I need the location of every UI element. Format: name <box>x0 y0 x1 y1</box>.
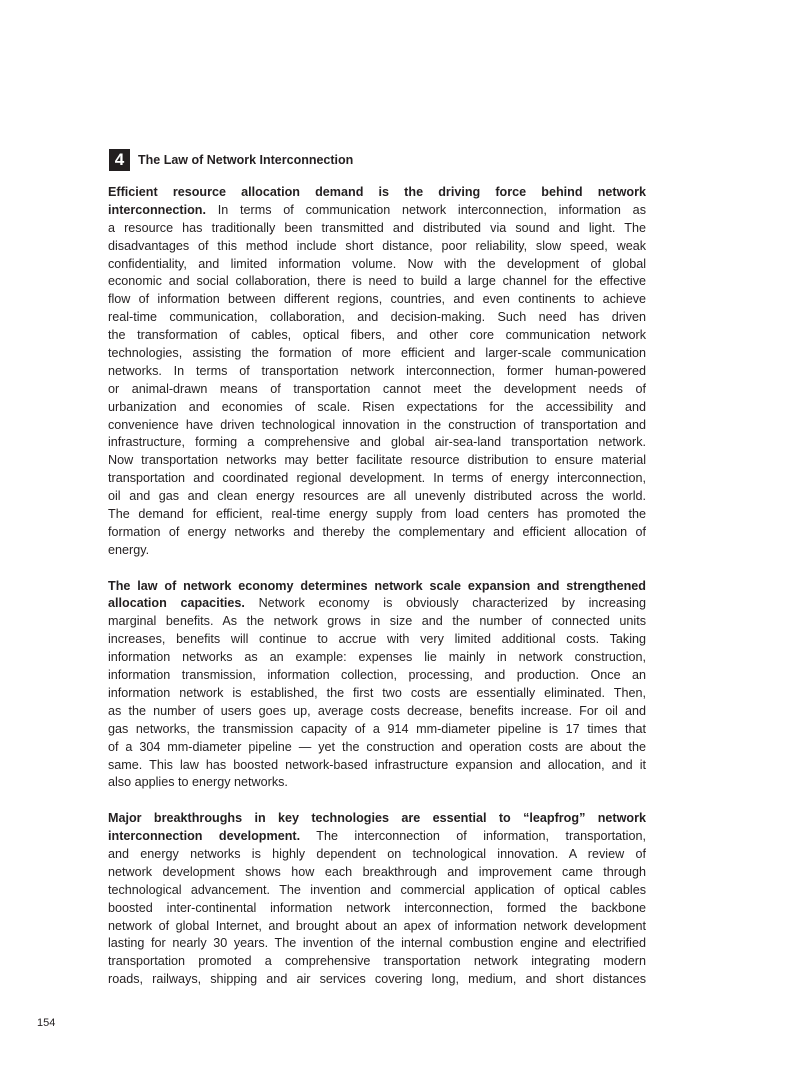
text-line <box>108 524 646 542</box>
body-sentence: In terms of communication network interconnection, information as <box>205 202 646 217</box>
text-line <box>108 381 646 399</box>
body-sentence: marginal benefits. As the network grows in size and the number of connected units <box>108 614 646 629</box>
text-line <box>108 256 646 274</box>
body-sentence: technological advancement. The invention and commercial application of optical cables <box>108 882 646 897</box>
text-line <box>108 774 646 792</box>
text-line <box>108 882 646 900</box>
lead-sentence: allocation capacities. <box>108 596 245 611</box>
lead-sentence: Major breakthroughs in key technologies are essential to “leapfrog” network <box>108 811 646 826</box>
text-line <box>108 399 646 417</box>
paragraph <box>108 184 646 560</box>
body-sentence: as the number of users goes up, average costs decrease, benefits increase. For oil and <box>108 703 646 718</box>
paragraph <box>108 810 646 989</box>
text-line <box>108 828 646 846</box>
body-sentence: same. This law has boosted network-based infrastructure expansion and allocation, and it <box>108 757 646 772</box>
body-sentence: lasting for nearly 30 years. The invention of the internal combustion engine and electrified <box>108 936 646 951</box>
text-line <box>108 810 646 828</box>
text-line <box>108 184 646 202</box>
body-sentence: formation of energy networks and thereby the complementary and efficient allocation of <box>108 524 646 539</box>
text-line <box>108 417 646 435</box>
body-sentence: confidentiality, and limited information volume. Now with the development of global <box>108 256 646 271</box>
text-line <box>108 649 646 667</box>
body-sentence: Now transportation networks may better facilitate resource distribution to ensure material <box>108 453 646 468</box>
paragraph <box>108 578 646 793</box>
text-line <box>108 953 646 971</box>
body-sentence: transportation and coordinated regional development. In terms of energy interconnection, <box>108 471 646 486</box>
section-number-badge: 4 <box>109 149 130 171</box>
body-sentence: oil and gas and clean energy resources are all unevenly distributed across the world. <box>108 489 646 504</box>
body-sentence: network of global Internet, and brought about an apex of information network development <box>108 918 646 933</box>
text-line <box>108 900 646 918</box>
body-sentence: boosted inter-continental information network interconnection, formed the backbone <box>108 900 646 915</box>
body-sentence: The interconnection of information, transportation, <box>300 829 646 844</box>
body-sentence: a resource has traditionally been transmitted and distributed via sound and light. The <box>108 220 646 235</box>
body-sentence: networks. In terms of transportation network interconnection, former human-powered <box>108 363 646 378</box>
body-sentence: information transmission, information collection, processing, and production. Once an <box>108 668 646 683</box>
text-line <box>108 935 646 953</box>
body-sentence: increases, benefits will continue to accrue with very limited additional costs. Taking <box>108 632 646 647</box>
text-line <box>108 291 646 309</box>
text-line <box>108 595 646 613</box>
body-sentence: or animal-drawn means of transportation cannot meet the development needs of <box>108 381 646 396</box>
text-line <box>108 757 646 775</box>
body-sentence: roads, railways, shipping and air services covering long, medium, and short distances <box>108 972 646 987</box>
body-sentence: information networks as an example: expenses lie mainly in network construction, <box>108 650 646 665</box>
body-sentence: infrastructure, forming a comprehensive and global air-sea-land transportation network. <box>108 435 646 450</box>
text-line <box>108 488 646 506</box>
body-sentence: information network is established, the first two costs are essentially eliminated. Then, <box>108 685 646 700</box>
text-line <box>108 685 646 703</box>
body-sentence: transportation promoted a comprehensive transportation network integrating modern <box>108 954 646 969</box>
text-line <box>108 703 646 721</box>
body-sentence: gas networks, the transmission capacity of a 914 mm-diameter pipeline is 17 times that <box>108 721 646 736</box>
body-sentence: The demand for efficient, real-time energy supply from load centers has promoted the <box>108 507 646 522</box>
body-sentence: the transformation of cables, optical fibers, and other core communication network <box>108 328 646 343</box>
body-sentence: energy. <box>108 542 150 557</box>
text-line <box>108 739 646 757</box>
body-sentence: economic and social collaboration, there is need to build a large channel for the effective <box>108 274 646 289</box>
text-line <box>108 309 646 327</box>
text-line <box>108 506 646 524</box>
body-sentence: network development shows how each breakthrough and improvement came through <box>108 864 646 879</box>
body-sentence: and energy networks is highly dependent on technological innovation. A review of <box>108 846 646 861</box>
text-line <box>108 273 646 291</box>
text-line <box>108 667 646 685</box>
section-title: The Law of Network Interconnection <box>138 153 354 167</box>
text-line <box>108 470 646 488</box>
text-line <box>108 918 646 936</box>
body-sentence: technologies, assisting the formation of more efficient and larger-scale communication <box>108 346 646 361</box>
body-sentence: flow of information between different regions, countries, and even continents to achieve <box>108 292 646 307</box>
text-line <box>108 542 646 560</box>
page-number: 154 <box>37 1017 56 1029</box>
lead-sentence: interconnection development. <box>108 829 301 844</box>
body-sentence: disadvantages of this method include short distance, poor reliability, slow speed, weak <box>108 238 646 253</box>
text-line <box>108 220 646 238</box>
body-sentence: of a 304 mm-diameter pipeline — yet the construction and operation costs are about the <box>108 739 646 754</box>
body-sentence: convenience have driven technological innovation in the construction of transportation and <box>108 417 646 432</box>
text-line <box>108 345 646 363</box>
lead-sentence: Efficient resource allocation demand is the driving force behind network <box>108 185 646 199</box>
body-sentence: Network economy is obviously characterized by increasing <box>244 596 646 611</box>
body-sentence: real-time communication, collaboration, and decision-making. Such need has driven <box>108 310 646 325</box>
text-line <box>108 631 646 649</box>
lead-sentence: interconnection. <box>108 202 206 217</box>
body-sentence: also applies to energy networks. <box>108 775 288 790</box>
lead-sentence: The law of network economy determines network scale expansion and strengthened <box>108 578 646 593</box>
text-line <box>108 846 646 864</box>
text-line <box>108 452 646 470</box>
section-heading <box>109 149 353 171</box>
text-line <box>108 434 646 452</box>
body-text <box>108 184 646 1007</box>
text-line <box>108 613 646 631</box>
text-line <box>108 363 646 381</box>
text-line <box>108 721 646 739</box>
text-line <box>108 238 646 256</box>
body-sentence: urbanization and economies of scale. Risen expectations for the accessibility and <box>108 399 646 414</box>
text-line <box>108 202 646 220</box>
text-line <box>108 578 646 596</box>
text-line <box>108 971 646 989</box>
text-line <box>108 327 646 345</box>
text-line <box>108 864 646 882</box>
